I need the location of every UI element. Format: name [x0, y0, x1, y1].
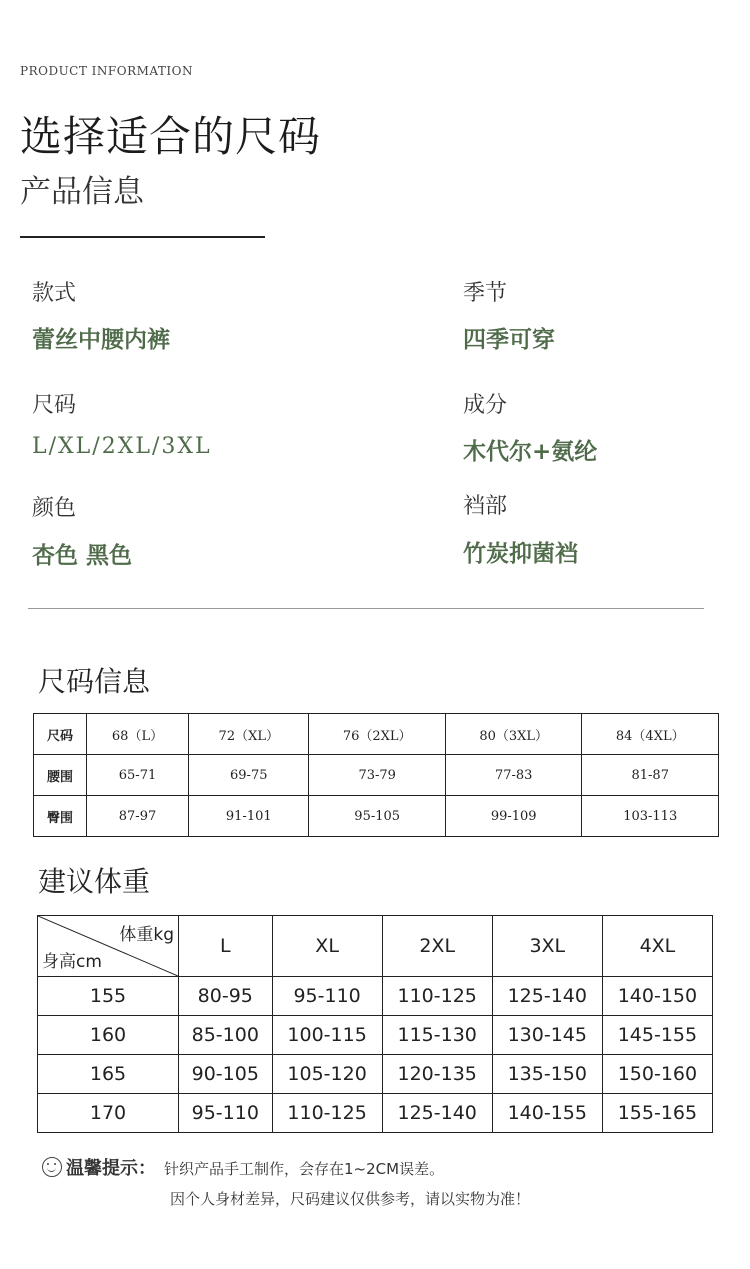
style-label: 款式 [32, 281, 77, 306]
table-row [34, 796, 719, 837]
size-label: 尺码 [32, 393, 77, 418]
table-cell: 150-160 [602, 1055, 712, 1094]
table-cell: 125-140 [382, 1094, 492, 1133]
table-cell: 91-101 [189, 796, 309, 837]
size-table-heading: 尺码信息 [38, 665, 151, 698]
material-label: 成分 [463, 393, 508, 418]
column-header: 4XL [602, 916, 712, 977]
table-cell: 85-100 [179, 1016, 273, 1055]
section-divider [28, 608, 704, 609]
table-cell: 155-165 [602, 1094, 712, 1133]
tip-text-1: 针织产品手工制作，会存在1~2CM误差。 [164, 1160, 445, 1178]
table-cell: 170 [38, 1094, 179, 1133]
table-cell: 100-115 [272, 1016, 382, 1055]
table-cell: 68（L） [86, 714, 188, 755]
title-underline [20, 236, 265, 238]
column-header: 3XL [492, 916, 602, 977]
table-cell: 76（2XL） [309, 714, 446, 755]
table-cell: 65-71 [86, 755, 188, 796]
table-cell: 140-150 [602, 977, 712, 1016]
table-cell: 臀围 [34, 796, 87, 837]
table-cell: 尺码 [34, 714, 87, 755]
table-row [38, 1055, 713, 1094]
season-label: 季节 [463, 281, 508, 306]
table-cell: 95-110 [179, 1094, 273, 1133]
eyebrow-text: PRODUCT INFORMATION [20, 64, 193, 78]
page-title: 选择适合的尺码 [20, 112, 322, 161]
table-cell: 160 [38, 1016, 179, 1055]
table-cell: 95-110 [272, 977, 382, 1016]
crotch-value: 竹炭抑菌裆 [463, 541, 578, 567]
table-cell: 80（3XL） [445, 714, 582, 755]
column-header: XL [272, 916, 382, 977]
table-header-row [38, 916, 713, 977]
table-cell: 84（4XL） [582, 714, 719, 755]
table-cell: 72（XL） [189, 714, 309, 755]
tip-label: 温馨提示： [66, 1158, 156, 1179]
tip-line-1 [42, 1154, 444, 1180]
color-value: 杏色 黑色 [32, 543, 133, 569]
table-row [38, 1094, 713, 1133]
smile-icon [42, 1157, 62, 1177]
page-subtitle: 产品信息 [20, 174, 144, 210]
crotch-label: 裆部 [463, 494, 508, 519]
table-cell: 135-150 [492, 1055, 602, 1094]
table-cell: 110-125 [382, 977, 492, 1016]
column-header: L [179, 916, 273, 977]
table-cell: 73-79 [309, 755, 446, 796]
style-value: 蕾丝中腰内裤 [32, 327, 170, 353]
season-value: 四季可穿 [463, 327, 555, 353]
table-cell: 115-130 [382, 1016, 492, 1055]
table-cell: 105-120 [272, 1055, 382, 1094]
table-cell: 110-125 [272, 1094, 382, 1133]
column-header: 2XL [382, 916, 492, 977]
height-axis-label: 身高cm [42, 952, 102, 972]
table-cell: 140-155 [492, 1094, 602, 1133]
table-cell: 95-105 [309, 796, 446, 837]
material-value: 木代尔+氨纶 [463, 439, 598, 465]
table-cell: 90-105 [179, 1055, 273, 1094]
table-cell: 145-155 [602, 1016, 712, 1055]
table-row [38, 1016, 713, 1055]
table-cell: 80-95 [179, 977, 273, 1016]
table-cell: 103-113 [582, 796, 719, 837]
table-cell: 130-145 [492, 1016, 602, 1055]
table-row [34, 714, 719, 755]
table-cell: 87-97 [86, 796, 188, 837]
corner-cell [38, 916, 179, 977]
table-cell: 120-135 [382, 1055, 492, 1094]
table-cell: 165 [38, 1055, 179, 1094]
table-cell: 69-75 [189, 755, 309, 796]
table-row [38, 977, 713, 1016]
table-cell: 81-87 [582, 755, 719, 796]
size-table [33, 713, 719, 837]
table-cell: 155 [38, 977, 179, 1016]
weight-axis-label: 体重kg [119, 925, 174, 945]
tip-text-2: 因个人身材差异，尺码建议仅供参考，请以实物为准！ [170, 1190, 531, 1208]
weight-table [37, 915, 713, 1133]
table-cell: 99-109 [445, 796, 582, 837]
table-cell: 125-140 [492, 977, 602, 1016]
table-cell: 腰围 [34, 755, 87, 796]
size-value: L/XL/2XL/3XL [32, 434, 212, 459]
table-cell: 77-83 [445, 755, 582, 796]
color-label: 颜色 [32, 496, 77, 521]
weight-table-heading: 建议体重 [38, 865, 151, 898]
table-row [34, 755, 719, 796]
